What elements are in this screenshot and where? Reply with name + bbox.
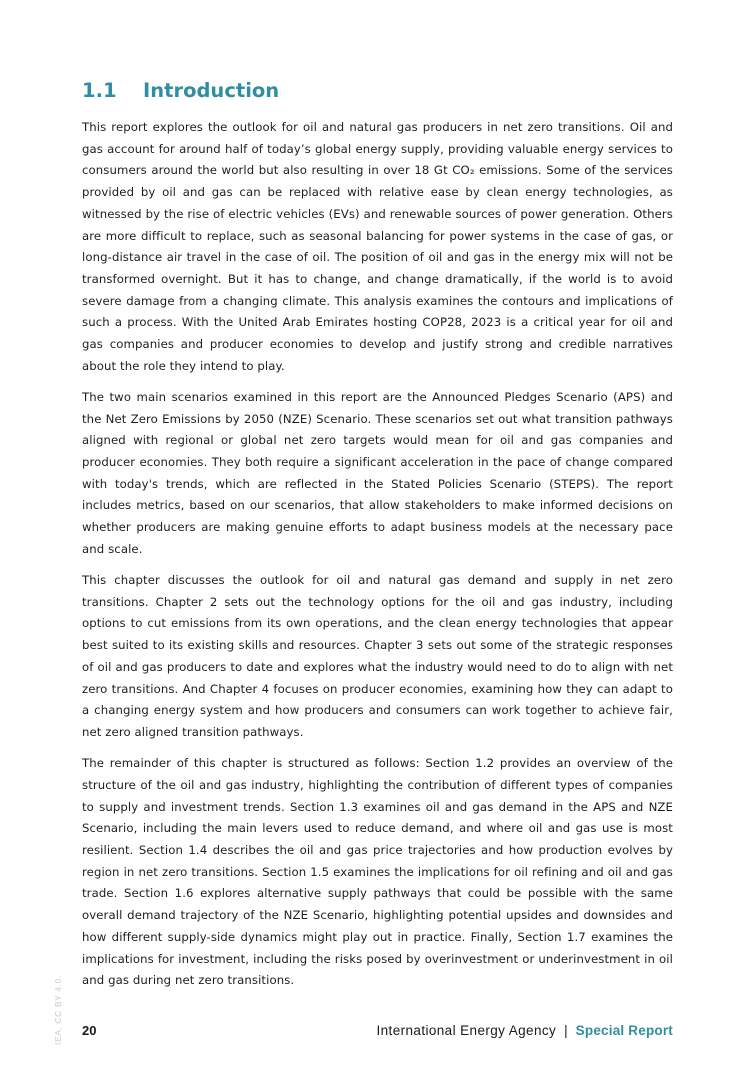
section-number: 1.1 — [82, 79, 117, 102]
page-footer — [82, 1023, 673, 1043]
license-notice: IEA. CC BY 4.0. — [53, 975, 63, 1045]
footer-separator: | — [564, 1023, 568, 1038]
organization-name: International Energy Agency — [376, 1023, 557, 1038]
footer-publication — [376, 1023, 673, 1038]
paragraph-4: The remainder of this chapter is structured as follows: Section 1.2 provides an overview of the structure of the oil and gas industry, highlighting the contribution of different types of companies to supply and investment trends. Section 1.3 examines oil and gas demand in the APS and NZE Scenario, including the main levers used to reduce demand, and where oil and gas use is most resilient. Section 1.4 describes the oil and gas price trajectories and how production evolves by region in net zero transitions. Section 1.5 examines the implications for oil refining and oil and gas trade. Section 1.6 explores alternative supply pathways that could be possible with the same overall demand trajectory of the NZE Scenario, highlighting potential upsides and downsides and how different supply-side dynamics might play out in practice. Finally, Section 1.7 examines the implications for investment, including the risks posed by overinvestment or underinvestment in oil and gas during net zero transitions. — [82, 756, 673, 988]
section-title: Introduction — [143, 79, 280, 102]
page-number: 20 — [82, 1023, 97, 1038]
paragraph-3: This chapter discusses the outlook for oil and natural gas demand and supply in net zero transitions. Chapter 2 sets out the technology options for the oil and gas industry, including options to cut emissions from its own operations, and the clean energy technologies that appear best suited to its existing skills and resources. Chapter 3 sets out some of the strategic responses of oil and gas producers to date and explores what the industry would need to do to align with net zero transitions. And Chapter 4 focuses on producer economies, examining how they can adapt to a changing energy system and how producers and consumers can work together to achieve fair, net zero aligned transition pathways. — [82, 573, 673, 739]
body-text — [82, 117, 673, 1001]
paragraph-2: The two main scenarios examined in this report are the Announced Pledges Scenario (APS) and the Net Zero Emissions by 2050 (NZE) Scenario. These scenarios set out what transition pathways aligned with regional or global net zero targets would mean for oil and gas companies and producer economies. They both require a significant acceleration in the pace of change compared with today's trends, which are reflected in the Stated Policies Scenario (STEPS). The report includes metrics, based on our scenarios, that allow stakeholders to make informed decisions on whether producers are making genuine efforts to adapt business models at the necessary pace and scale. — [82, 389, 673, 556]
report-type: Special Report — [575, 1023, 673, 1038]
section-heading — [82, 79, 279, 102]
paragraph-1: This report explores the outlook for oil and natural gas producers in net zero transitions. Oil and gas account for around half of today’s global energy supply, providing valuable energy services to consumers around the world but also resulting in over 18 Gt CO₂ emissions. Some of the services provided by oil and gas can be replaced with relative ease by clean energy technologies, as witnessed by the rise of electric vehicles (EVs) and renewable sources of power generation. Others are more difficult to replace, such as seasonal balancing for power systems in the case of gas, or long-distance air travel in the case of oil. The position of oil and gas in the energy mix will not be transformed overnight. But it has to change, and change dramatically, if the world is to avoid severe damage from a changing climate. This analysis examines the contours and implications of such a process. With the United Arab Emirates hosting COP28, 2023 is a critical year for oil and gas companies and producer economies to develop and justify strong and credible narratives about the role they intend to play. — [82, 120, 673, 373]
